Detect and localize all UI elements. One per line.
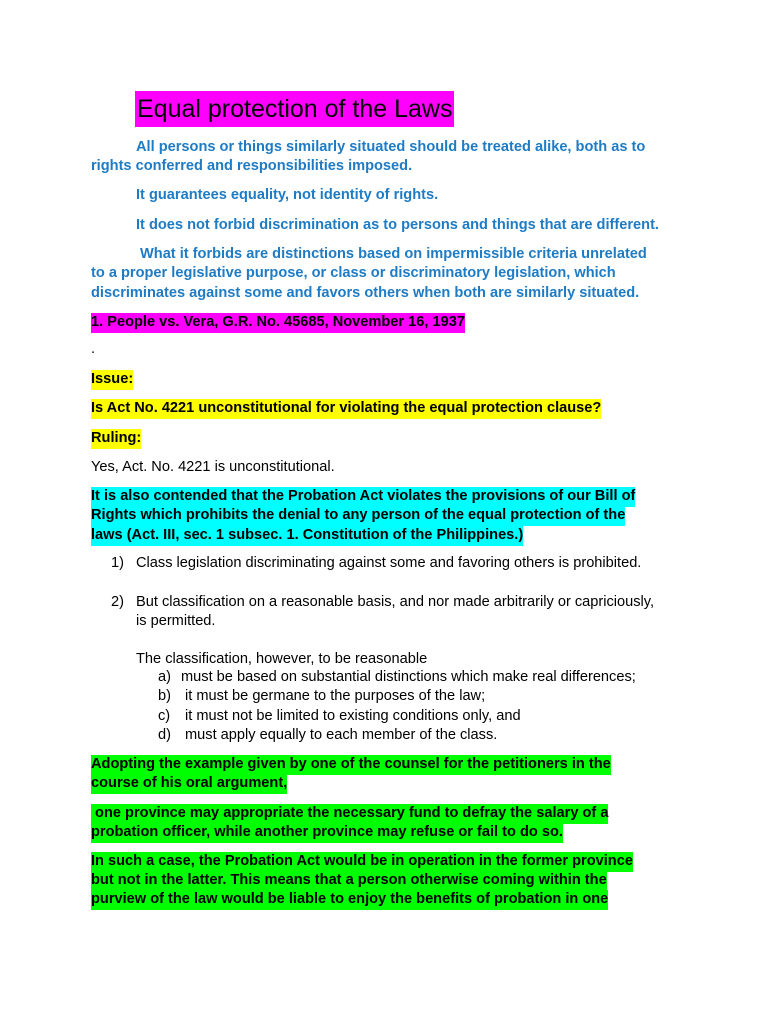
sublist-b-letter: b) <box>158 688 171 704</box>
green-paragraph-3-line-1: In such a case, the Probation Act would be in operation in the former province <box>91 852 633 872</box>
green-paragraph-1-line-1: Adopting the example given by one of the counsel for the petitioners in the <box>91 755 611 775</box>
intro-paragraph-4-line-1: What it forbids are distinctions based on impermissible criteria unrelated <box>140 246 647 262</box>
sublist-d-text: must apply equally to each member of the class. <box>185 727 498 743</box>
ruling-text: Yes, Act. No. 4221 is unconstitutional. <box>91 459 335 475</box>
sublist-a-letter: a) <box>158 669 171 685</box>
contention-line-1: It is also contended that the Probation Act violates the provisions of our Bill of <box>91 487 635 507</box>
green-paragraph-1-line-2: course of his oral argument, <box>91 774 287 794</box>
intro-paragraph-4-line-2: to a proper legislative purpose, or class or discriminatory legislation, which <box>91 265 616 281</box>
green-paragraph-2-line-1: one province may appropriate the necessary fund to defray the salary of a <box>91 804 608 824</box>
contention-line-3: laws (Act. III, sec. 1 subsec. 1. Constitution of the Philippines.) <box>91 526 523 546</box>
list-item-2-number: 2) <box>111 594 124 610</box>
intro-paragraph-4-line-3: discriminates against some and favors others when both are similarly situated. <box>91 285 640 301</box>
green-paragraph-3-line-2: but not in the latter. This means that a person otherwise coming within the <box>91 871 607 891</box>
intro-paragraph-1-line-2: rights conferred and responsibilities imposed. <box>91 158 413 174</box>
list-item-1-text: Class legislation discriminating against some and favoring others is prohibited. <box>136 555 642 571</box>
sublist-c-text: it must not be limited to existing conditions only, and <box>185 708 521 724</box>
page-title: Equal protection of the Laws <box>135 91 454 127</box>
list-item-1-number: 1) <box>111 555 124 571</box>
issue-label: Issue: <box>91 370 133 390</box>
intro-paragraph-3: It does not forbid discrimination as to persons and things that are different. <box>136 217 659 233</box>
list-item-2-text-line-1: But classification on a reasonable basis, and nor made arbitrarily or capriciously, <box>136 594 655 610</box>
list-item-2-text-line-2: is permitted. <box>136 613 216 629</box>
sublist-a-text: must be based on substantial distinctions which make real differences; <box>181 669 636 685</box>
classification-intro: The classification, however, to be reasonable <box>136 651 428 667</box>
intro-paragraph-1-line-1: All persons or things similarly situated should be treated alike, both as to <box>136 139 646 155</box>
ruling-label: Ruling: <box>91 429 141 449</box>
green-paragraph-2-line-2: probation officer, while another province may refuse or fail to do so. <box>91 823 563 843</box>
issue-text: Is Act No. 4221 unconstitutional for violating the equal protection clause? <box>91 399 601 419</box>
intro-paragraph-2: It guarantees equality, not identity of rights. <box>136 187 439 203</box>
sublist-b-text: it must be germane to the purposes of the law; <box>185 688 486 704</box>
green-paragraph-3-line-3: purview of the law would be liable to enjoy the benefits of probation in one <box>91 890 608 910</box>
contention-line-2: Rights which prohibits the denial to any person of the equal protection of the <box>91 506 625 526</box>
separator-dot: . <box>91 341 96 357</box>
sublist-c-letter: c) <box>158 708 171 724</box>
sublist-d-letter: d) <box>158 727 171 743</box>
case-heading: 1. People vs. Vera, G.R. No. 45685, November 16, 1937 <box>91 313 465 333</box>
